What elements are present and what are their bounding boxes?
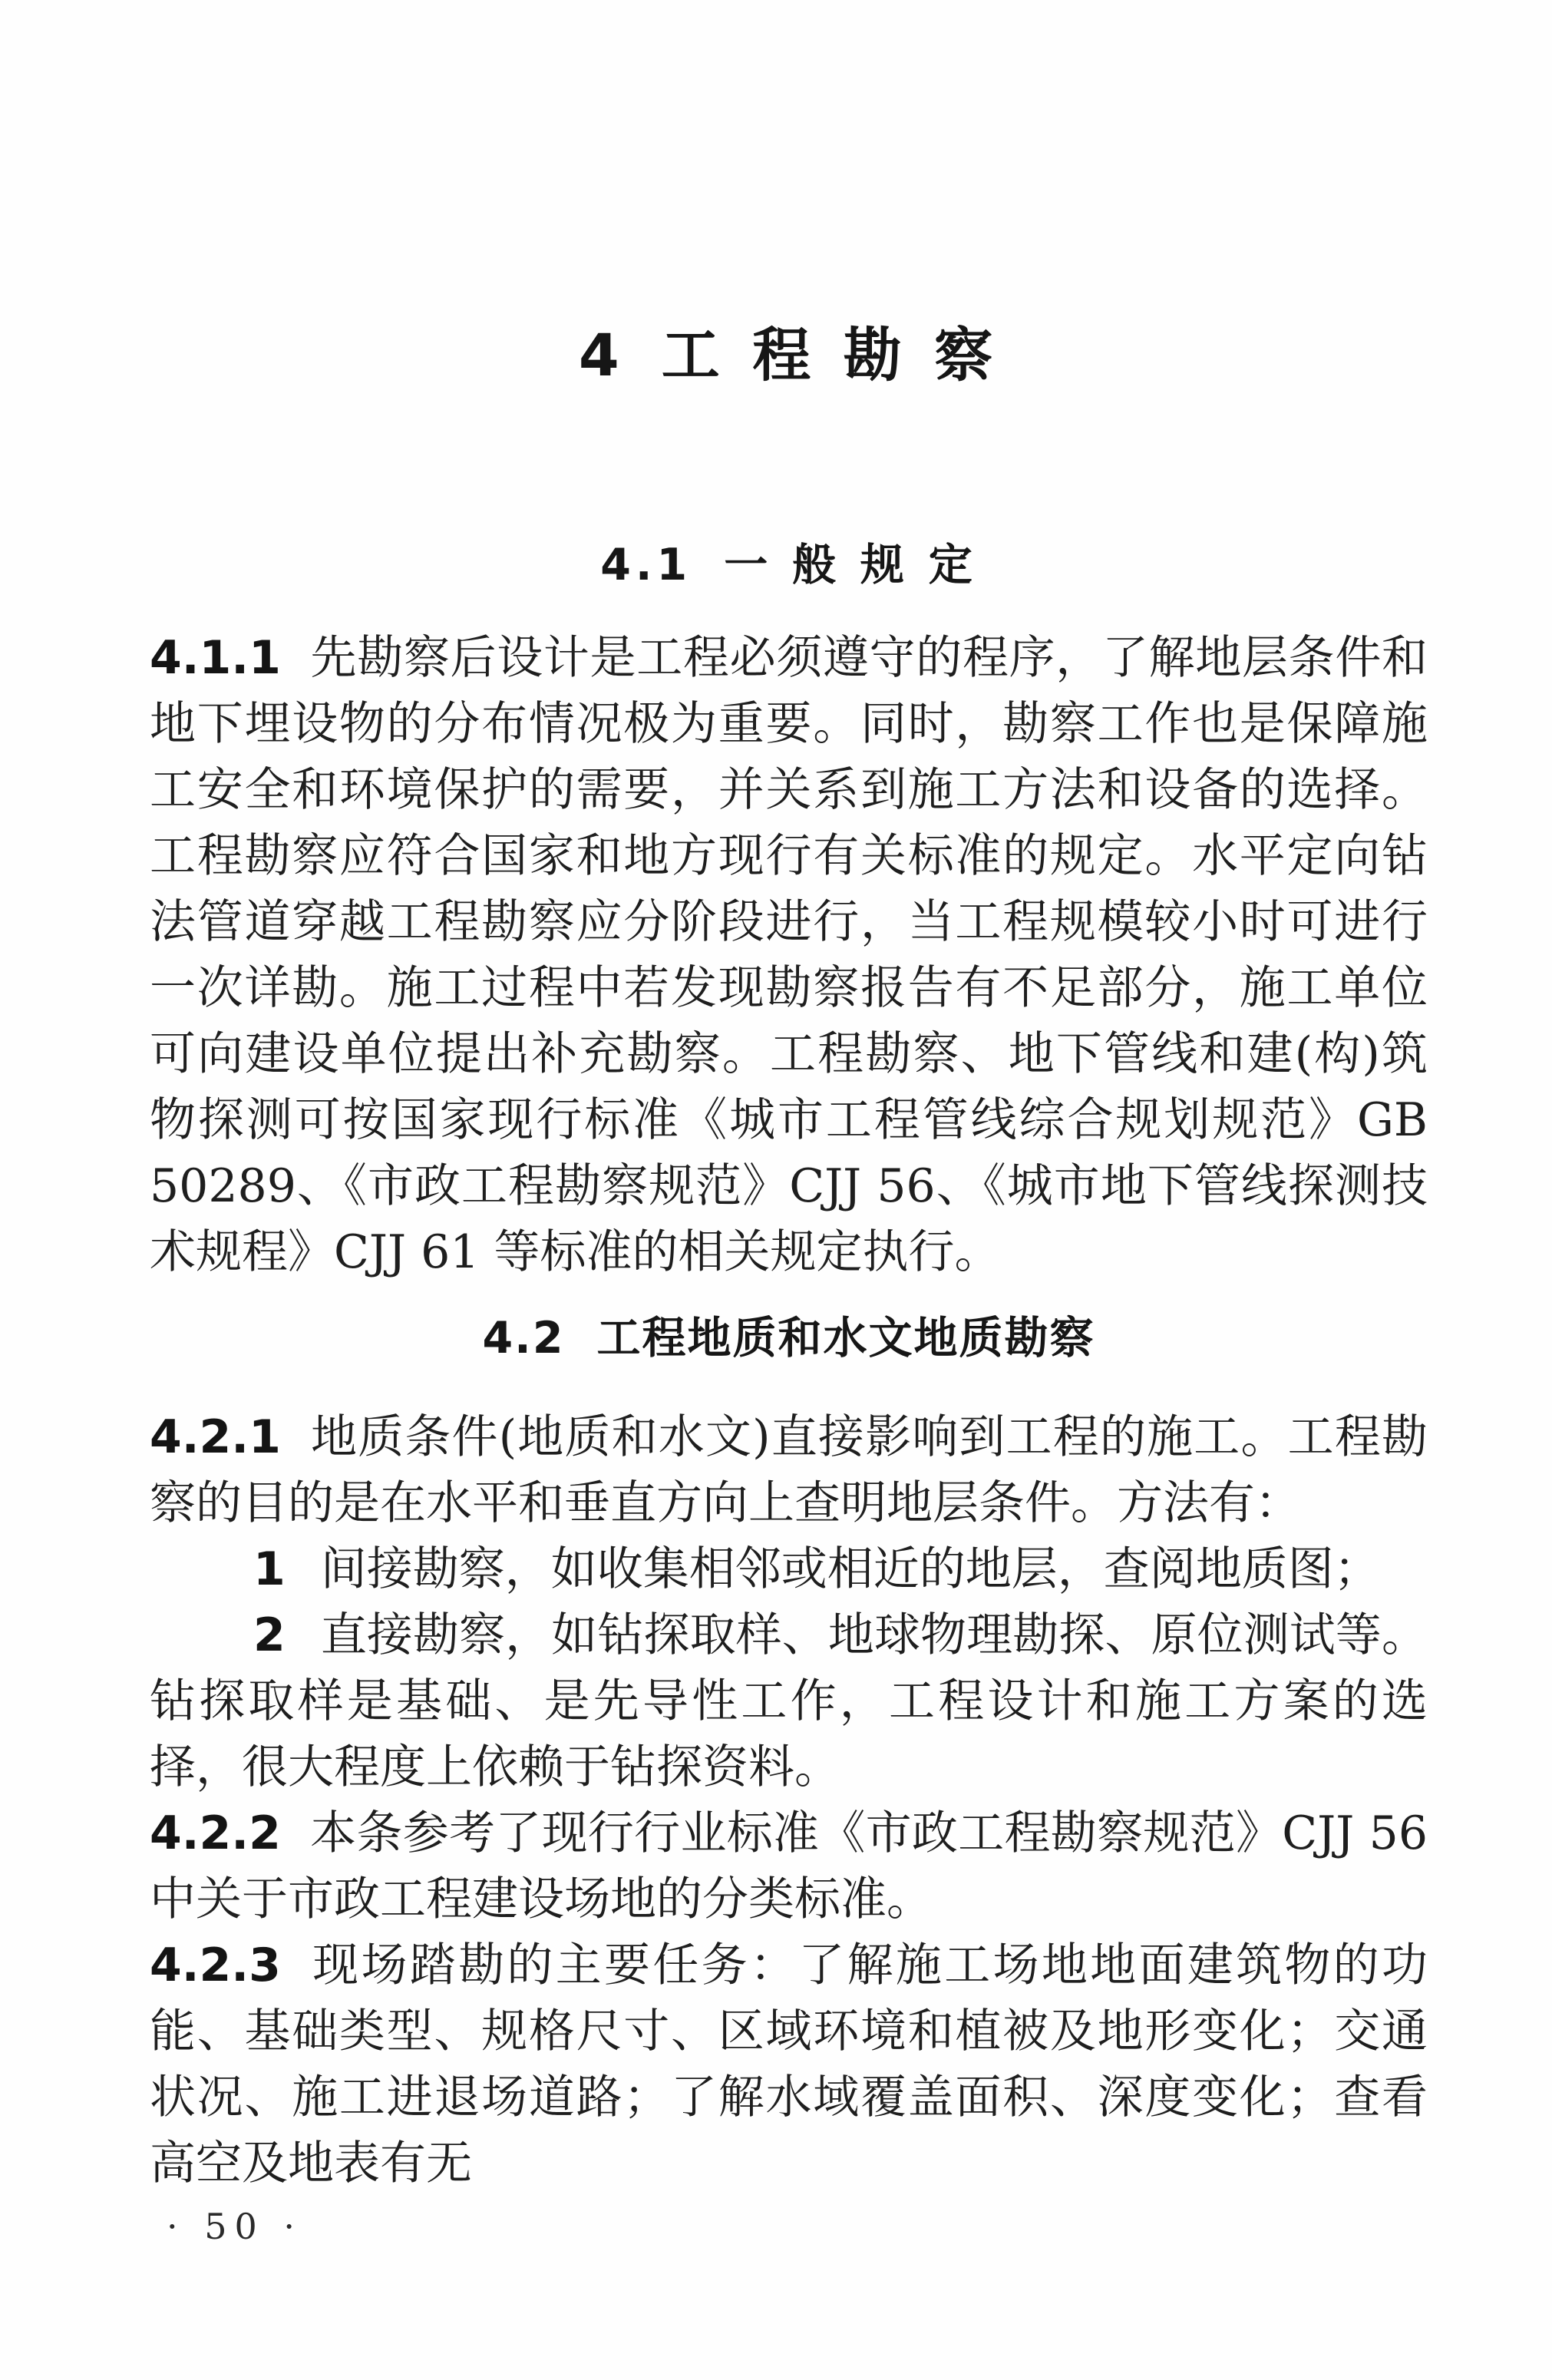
clause-4-2-1-item-2 <box>150 1602 1428 1800</box>
section-heading-4-1 <box>150 541 1428 589</box>
section-4-2-number: 4.2 <box>482 1313 565 1364</box>
chapter-number: 4 <box>578 321 619 389</box>
clause-4-1-1-number: 4.1.1 <box>150 631 281 685</box>
clause-4-1-1-text: 先勘察后设计是工程必须遵守的程序，了解地层条件和地下埋设物的分布情况极为重要。同时，勘察工作也是保障施工安全和环境保护的需要，并关系到施工方法和设备的选择。工程勘察应符合国家和地方现行有关标准的规定。水平定向钻法管道穿越工程勘察应分阶段进行，当工程规模较小时可进行一次详勘。施工过程中若发现勘察报告有不足部分，施工单位可向建设单位提出补充勘察。工程勘察、地下管线和建(构)筑物探测可按国家现行标准《城市工程管线综合规划规范》GB 50289、《市政工程勘察规范》CJJ 56、《城市地下管线探测技术规程》CJJ 61 等标准的相关规定执行。 <box>150 631 1428 1279</box>
item-2-number: 2 <box>253 1608 286 1662</box>
clause-4-2-2-text: 本条参考了现行行业标准《市政工程勘察规范》CJJ 56 中关于市政工程建设场地的分类标准。 <box>150 1806 1428 1926</box>
clause-4-2-2 <box>150 1800 1428 1932</box>
page-number: · 50 · <box>167 2206 303 2247</box>
clause-4-2-1-text: 地质条件(地质和水文)直接影响到工程的施工。工程勘察的目的是在水平和垂直方向上查明地层条件。方法有： <box>150 1410 1428 1530</box>
item-1-number: 1 <box>253 1542 286 1596</box>
section-4-1-title-text: 一 般 规 定 <box>724 540 977 590</box>
clause-4-2-1-item-1 <box>150 1536 1428 1602</box>
item-2-text: 直接勘察，如钻探取样、地球物理勘探、原位测试等。钻探取样是基础、是先导性工作，工程设计和施工方案的选择，很大程度上依赖于钻探资料。 <box>150 1608 1428 1794</box>
chapter-title <box>150 0 1428 389</box>
chapter-title-text: 工 程 勘 察 <box>661 321 999 389</box>
clause-4-2-3-number: 4.2.3 <box>150 1939 281 1992</box>
clause-4-2-3-text: 现场踏勘的主要任务：了解施工场地地面建筑物的功能、基础类型、规格尺寸、区域环境和植被及地形变化；交通状况、施工进退场道路；了解水域覆盖面积、深度变化；查看高空及地表有无 <box>150 1939 1428 2190</box>
clause-4-2-3 <box>150 1932 1428 2197</box>
clause-4-2-1-number: 4.2.1 <box>150 1410 281 1464</box>
item-1-text: 间接勘察，如收集相邻或相近的地层，查阅地质图； <box>320 1542 1380 1596</box>
section-heading-4-2 <box>150 1314 1428 1362</box>
section-4-2-title-text: 工程地质和水文地质勘察 <box>596 1313 1095 1364</box>
clause-4-2-2-number: 4.2.2 <box>150 1806 281 1860</box>
clause-4-2-1 <box>150 1404 1428 1536</box>
clause-4-1-1 <box>150 625 1428 1285</box>
section-4-1-number: 4.1 <box>600 540 692 590</box>
